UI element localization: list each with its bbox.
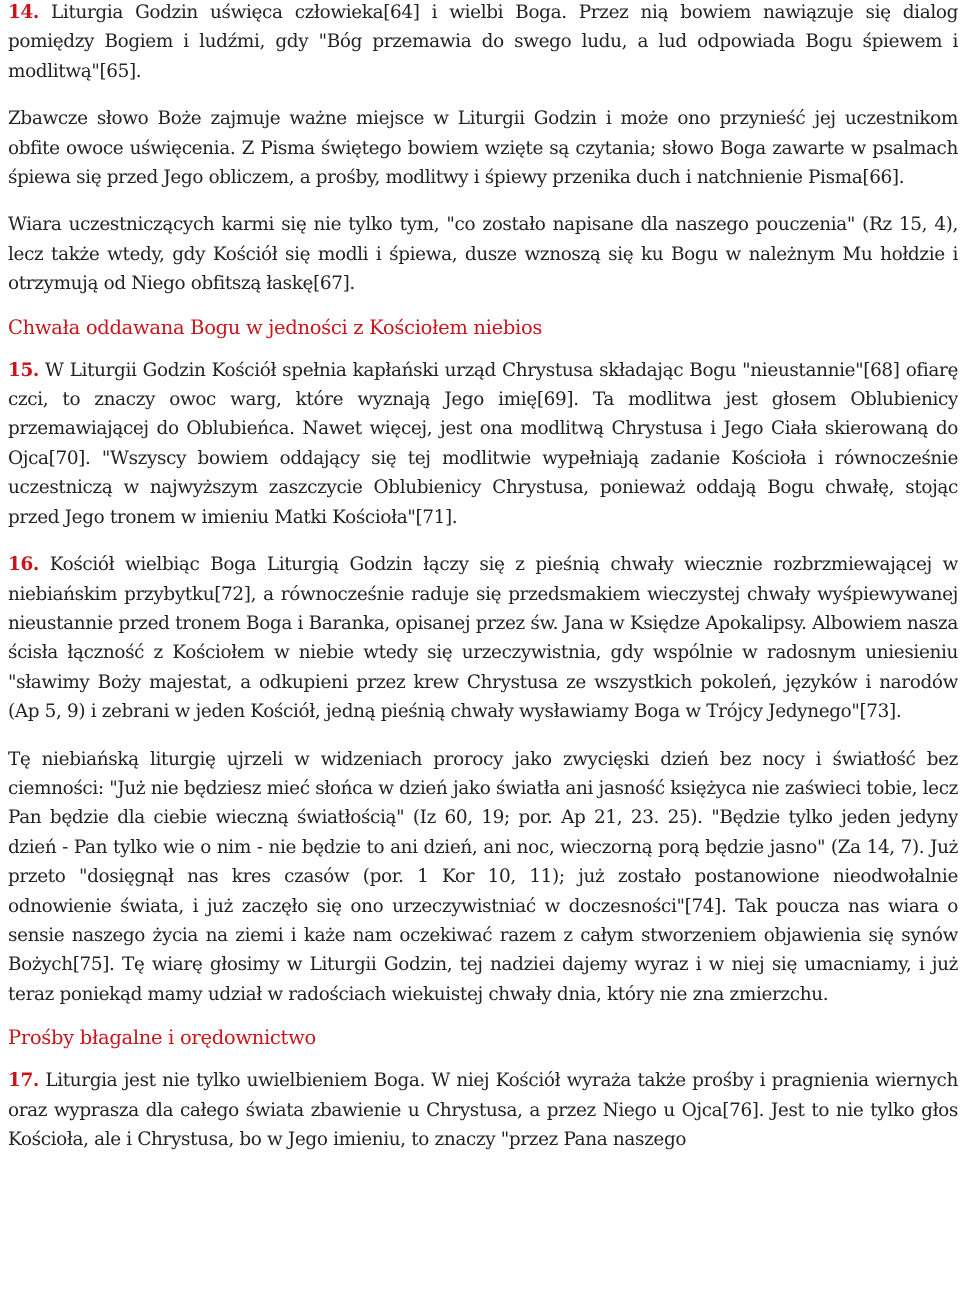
paragraph-14-continued-1 (8, 104, 958, 192)
paragraph-text: Tę niebiańską liturgię ujrzeli w widzeniach prorocy jako zwycięski dzień bez nocy i światłość bez ciemności: "Już nie będziesz mieć słońca w dzień jako światła ani jasność księżyca nie zaświeci tobie, lecz Pan będzie dla ciebie wieczną światłością" (Iz 60, 19; por. Ap 21, 23. 25). "Będzie tylko jeden jedyny dzień - Pan tylko wie o nim - nie będzie to ani dzień, ani noc, wieczorną porą będzie jasno" (Za 14, 7). Już przeto "dosięgnął nas kres czasów (por. 1 Kor 10, 11); już zostało postanowione nieodwołalnie odnowienie świata, i już zaczęło się ono urzeczywistniać w doczesności"[74]. Tak poucza nas wiara o sensie naszego życia na ziemi i każe nam oczekiwać razem z całym stworzeniem objawienia się synów Bożych[75]. Tę wiarę głosimy w Liturgii Godzin, tej nadziei dajemy wyraz i w niej się umacniamy, i już teraz poniekąd mamy udział w radościach wiekuistej chwały dnia, który nie zna zmierzchu. (8, 748, 958, 1005)
paragraph-17 (8, 1066, 958, 1154)
document-page (8, 0, 958, 1299)
paragraph-text: Liturgia Godzin uświęca człowieka[64] i wielbi Boga. Przez nią bowiem nawiązuje się dialog pomiędzy Bogiem i ludźmi, gdy "Bóg przemawia do swego ludu, a lud odpowiada Bogu śpiewem i modlitwą"[65]. (8, 2, 958, 82)
section-heading-praise: Chwała oddawana Bogu w jedności z Kościołem niebios (8, 315, 543, 339)
section-heading-petitions: Prośby błagalne i orędownictwo (8, 1026, 316, 1050)
paragraph-15 (8, 356, 958, 532)
paragraph-text: Zbawcze słowo Boże zajmuje ważne miejsce w Liturgii Godzin i może ono przynieść jej uczestnikom obfite owoce uświęcenia. Z Pisma świętego bowiem wzięte są czytania; słowo Boga zawarte w psalmach śpiewa się przed Jego obliczem, a prośby, modlitwy i śpiewy przenika duch i natchnienie Pisma[66]. (8, 108, 958, 189)
paragraph-14-continued-2 (8, 210, 958, 298)
paragraph-number: 15. (8, 359, 39, 381)
paragraph-number: 16. (8, 554, 39, 576)
paragraph-14 (8, 0, 958, 86)
paragraph-text: W Liturgii Godzin Kościół spełnia kapłański urząd Chrystusa składając Bogu "nieustannie"[68] ofiarę czci, to znaczy owoc warg, które wyznają Jego imię[69]. Ta modlitwa jest głosem Oblubienicy przemawiającej do Oblubieńca. Nawet więcej, jest ona modlitwą Chrystusa i Jego Ciała skierowaną do Ojca[70]. "Wszyscy bowiem oddający się tej modlitwie wypełniają zadanie Kościoła i równocześnie uczestniczą w najwyższym zaszczycie Oblubienicy Chrystusa, ponieważ oddają Bogu chwałę, stojąc przed Jego tronem w imieniu Matki Kościoła"[71]. (8, 359, 958, 528)
paragraph-text: Wiara uczestniczących karmi się nie tylko tym, "co zostało napisane dla naszego pouczenia" (Rz 15, 4), lecz także wtedy, gdy Kościół się modli i śpiewa, dusze wznoszą się ku Bogu w należnym Mu hołdzie i otrzymują od Niego obfitszą łaskę[67]. (8, 214, 958, 295)
paragraph-number: 14. (8, 2, 39, 23)
paragraph-text: Kościół wielbiąc Boga Liturgią Godzin łączy się z pieśnią chwały wiecznie rozbrzmiewającej w niebiańskim przybytku[72], a równocześnie raduje się przedsmakiem wieczystej chwały wyśpiewywanej nieustannie przed tronem Boga i Baranka, opisanej przez św. Jana w Księdze Apokalipsy. Albowiem nasza ścisła łączność z Kościołem w niebie wtedy się urzeczywistnia, gdy wspólnie w radosnym uniesieniu "sławimy Boży majestat, a odkupieni przez krew Chrystusa ze wszystkich pokoleń, języków i narodów (Ap 5, 9) i zebrani w jeden Kościół, jedną pieśnią chwały wysławiamy Boga w Trójcy Jedynego"[73]. (8, 554, 958, 723)
paragraph-16-continued (8, 745, 958, 1010)
paragraph-number: 17. (8, 1070, 39, 1092)
paragraph-16 (8, 550, 958, 726)
paragraph-text: Liturgia jest nie tylko uwielbieniem Boga. W niej Kościół wyraża także prośby i pragnienia wiernych oraz wyprasza dla całego świata zbawienie u Chrystusa, a przez Niego u Ojca[76]. Jest to nie tylko głos Kościoła, ale i Chrystusa, bo w Jego imieniu, to znaczy "przez Pana naszego (8, 1070, 958, 1150)
